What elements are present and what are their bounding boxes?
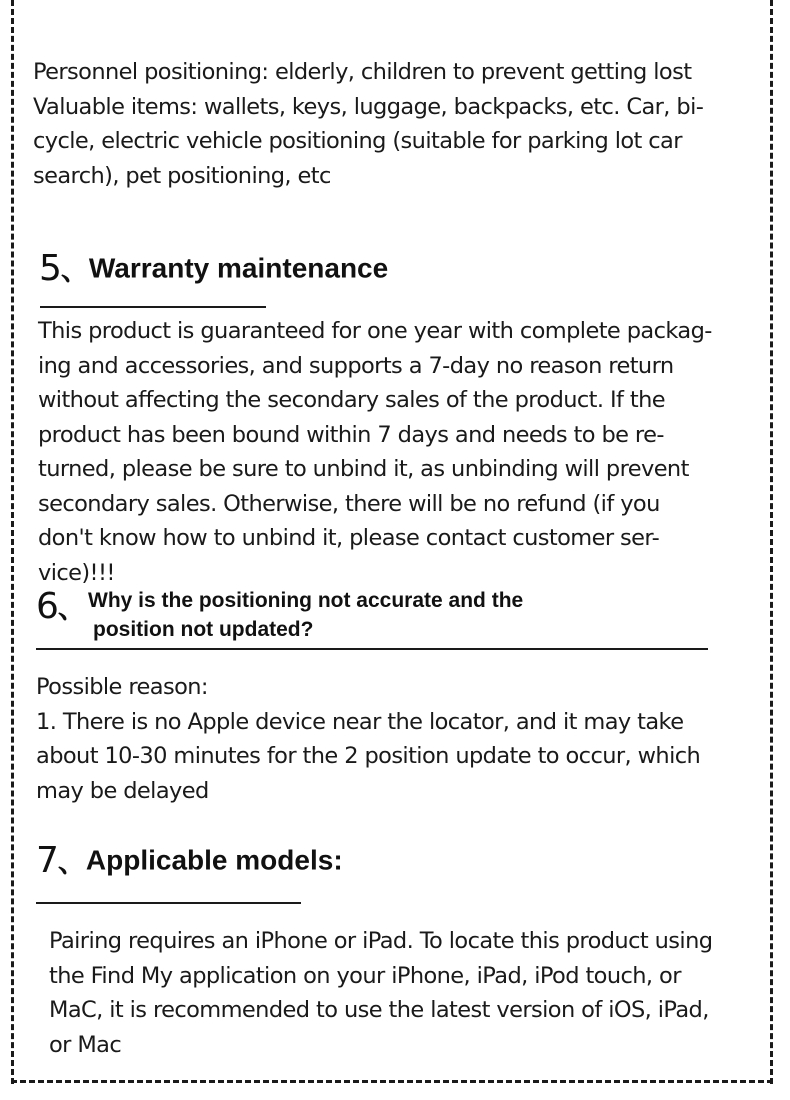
usage-scenarios-paragraph — [33, 55, 703, 193]
section-5-heading — [39, 248, 388, 289]
section-number-mark: 、 — [60, 253, 89, 287]
section-number-mark: 、 — [57, 845, 86, 879]
paragraph-line: This product is guaranteed for one year with complete packag- — [38, 318, 712, 344]
dashed-border-left — [11, 0, 14, 1084]
paragraph-line: Valuable items: wallets, keys, luggage, backpacks, etc. Car, bi- — [33, 93, 704, 120]
section-7-underline — [36, 902, 301, 904]
section-6-title — [88, 586, 523, 644]
paragraph-line: turned, please be sure to unbind it, as unbinding will prevent — [38, 456, 689, 482]
paragraph-line: may be delayed — [36, 777, 209, 804]
section-number: 5 — [39, 248, 61, 289]
paragraph-line: without affecting the secondary sales of the product. If the — [38, 387, 666, 413]
paragraph-line: don't know how to unbind it, please contact customer ser- — [38, 525, 660, 551]
section-title: Warranty maintenance — [88, 252, 389, 284]
section-6-underline — [36, 648, 708, 650]
section-7-heading — [36, 840, 343, 881]
section-5-underline — [40, 306, 266, 308]
section-number-mark: 、 — [57, 591, 86, 625]
dashed-border-bottom — [11, 1080, 773, 1083]
paragraph-line: cycle, electric vehicle positioning (suitable for parking lot car — [33, 128, 682, 154]
warranty-paragraph — [38, 314, 712, 590]
section-number: 6 — [36, 586, 58, 627]
paragraph-line: search), pet positioning, etc — [33, 162, 331, 189]
positioning-reason-paragraph — [36, 670, 700, 808]
paragraph-line: vice)!!! — [38, 559, 115, 586]
section-title: Applicable models: — [85, 844, 343, 876]
paragraph-line: product has been bound within 7 days and needs to be re- — [38, 421, 664, 448]
applicable-models-paragraph — [49, 924, 712, 1062]
dashed-border-right — [770, 0, 773, 1084]
paragraph-line: Pairing requires an iPhone or iPad. To locate this product using — [49, 928, 713, 954]
section-number: 7 — [36, 840, 58, 881]
paragraph-line: MaC, it is recommended to use the latest version of iOS, iPad, — [49, 997, 709, 1023]
paragraph-line: secondary sales. Otherwise, there will be no refund (if you — [38, 490, 660, 517]
paragraph-line: ing and accessories, and supports a 7-day no reason return — [38, 352, 674, 379]
section-title-line: position not updated? — [93, 618, 314, 641]
section-title-line: Why is the positioning not accurate and the — [88, 589, 524, 612]
paragraph-line: Possible reason: — [36, 674, 208, 700]
paragraph-line: about 10-30 minutes for the 2 position update to occur, which — [36, 743, 701, 769]
paragraph-line: Personnel positioning: elderly, children to prevent getting lost — [33, 59, 692, 85]
paragraph-line: the Find My application on your iPhone, iPad, iPod touch, or — [49, 962, 681, 989]
paragraph-line: 1. There is no Apple device near the locator, and it may take — [36, 708, 684, 735]
section-6-number — [36, 586, 86, 627]
paragraph-line: or Mac — [49, 1031, 122, 1058]
